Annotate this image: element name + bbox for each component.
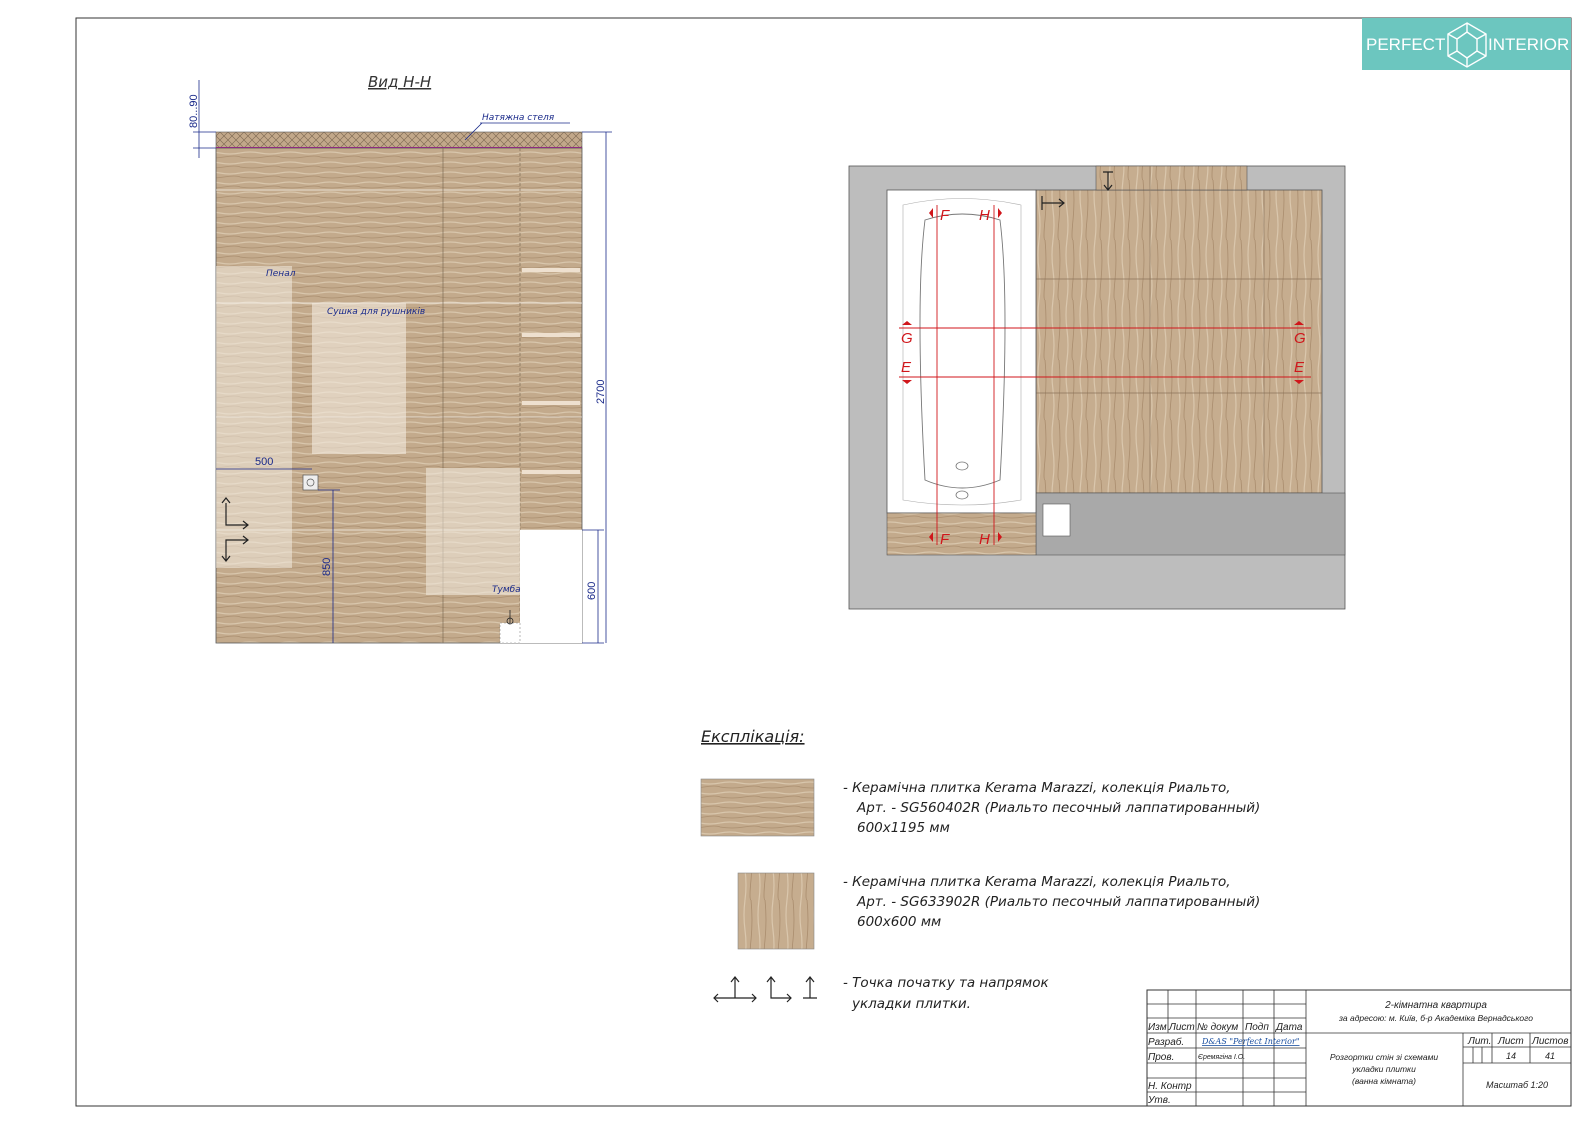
logo-right: INTERIOR xyxy=(1488,35,1570,54)
section-h-bottom: H xyxy=(979,531,990,548)
legend-tile-2 xyxy=(738,873,814,949)
dim-500: 500 xyxy=(255,456,274,468)
wall-opening xyxy=(520,530,582,643)
section-h-top: H xyxy=(979,207,990,224)
hdr-izm: Изм xyxy=(1148,1022,1167,1033)
legend-item1-line3: 600х1195 мм xyxy=(857,820,950,836)
dim-2700: 2700 xyxy=(595,379,607,404)
company-name: D&AS "Perfect Interior" xyxy=(1202,1037,1300,1046)
elevation-view xyxy=(188,73,612,643)
section-f-bottom: F xyxy=(940,531,950,548)
razrab-label: Разраб. xyxy=(1148,1037,1185,1048)
hdr-podp: Подп xyxy=(1245,1022,1269,1033)
utv-label: Утв. xyxy=(1148,1095,1171,1106)
legend-item2-line1: - Керамічна плитка Kerama Marazzi, колекція Риальто, xyxy=(843,874,1231,890)
legend-tile-1 xyxy=(701,779,814,836)
project-line1: 2-кімнатна квартира xyxy=(1385,1000,1487,1011)
sheet-title-1: Розгортки стін зі схемами xyxy=(1329,1052,1439,1062)
section-e-right: E xyxy=(1294,359,1305,376)
penal-label: Пенал xyxy=(266,269,296,279)
hdr-dokum: № докум xyxy=(1197,1022,1239,1033)
ceiling-hatch xyxy=(216,132,582,148)
legend xyxy=(701,727,1260,1012)
legend-title: Експлікація: xyxy=(701,727,805,746)
listov-label: Листов xyxy=(1532,1036,1569,1047)
sheet-title-3: (ванна кімната) xyxy=(1352,1076,1416,1086)
legend-item1-line1: - Керамічна плитка Kerama Marazzi, колекція Риальто, xyxy=(843,780,1231,796)
ceiling-label: Натяжна стеля xyxy=(482,113,555,123)
plan-fixture xyxy=(1043,504,1070,536)
scale-label: Масштаб 1:20 xyxy=(1485,1080,1549,1090)
towel-dryer xyxy=(312,303,406,454)
section-g-left: G xyxy=(901,330,913,347)
plan-tiles xyxy=(1036,190,1322,493)
logo xyxy=(1362,18,1571,70)
listov-no: 41 xyxy=(1545,1051,1556,1061)
logo-left: PERFECT xyxy=(1366,35,1446,54)
project-line2: за адресою: м. Київ, б-р Академіка Вернадського xyxy=(1339,1013,1533,1023)
legend-item2-line2: Арт. - SG633902R (Риальто песочный лаппатированный) xyxy=(857,894,1261,910)
elevation-title: Вид H-H xyxy=(368,73,432,91)
plan-view xyxy=(849,166,1345,609)
section-g-right: G xyxy=(1294,330,1306,347)
tumba-label: Тумба xyxy=(492,585,521,595)
nkontr-label: Н. Контр xyxy=(1148,1081,1192,1092)
title-block xyxy=(1147,990,1571,1106)
dim-850: 850 xyxy=(321,557,333,576)
hdr-list: Лист xyxy=(1169,1022,1195,1033)
socket-icon xyxy=(303,475,318,490)
lit-label: Лит. xyxy=(1468,1036,1492,1047)
dim-top: 80...90 xyxy=(188,94,200,128)
legend-start-marker-icon xyxy=(714,977,817,1002)
hdr-data: Дата xyxy=(1276,1022,1303,1033)
legend-item3-line1: - Точка початку та напрямок xyxy=(843,975,1049,991)
towel-label: Сушка для рушників xyxy=(327,307,426,317)
dim-600: 600 xyxy=(586,581,598,600)
section-f-top: F xyxy=(940,207,950,224)
bathtub xyxy=(887,190,1036,513)
list-label: Лист xyxy=(1498,1036,1524,1047)
section-e-left: E xyxy=(901,359,912,376)
legend-item1-line2: Арт. - SG560402R (Риальто песочный лаппатированный) xyxy=(857,800,1261,816)
legend-item3-line2: укладки плитки. xyxy=(852,996,971,1012)
legend-item2-line3: 600х600 мм xyxy=(857,914,942,930)
sheet-title-2: укладки плитки xyxy=(1352,1064,1416,1074)
list-no: 14 xyxy=(1506,1051,1517,1061)
penal-cabinet xyxy=(216,266,292,568)
prov-label: Пров. xyxy=(1148,1052,1175,1063)
author-name: Єремягіна І.О. xyxy=(1198,1054,1246,1061)
vanity-unit xyxy=(426,468,520,595)
